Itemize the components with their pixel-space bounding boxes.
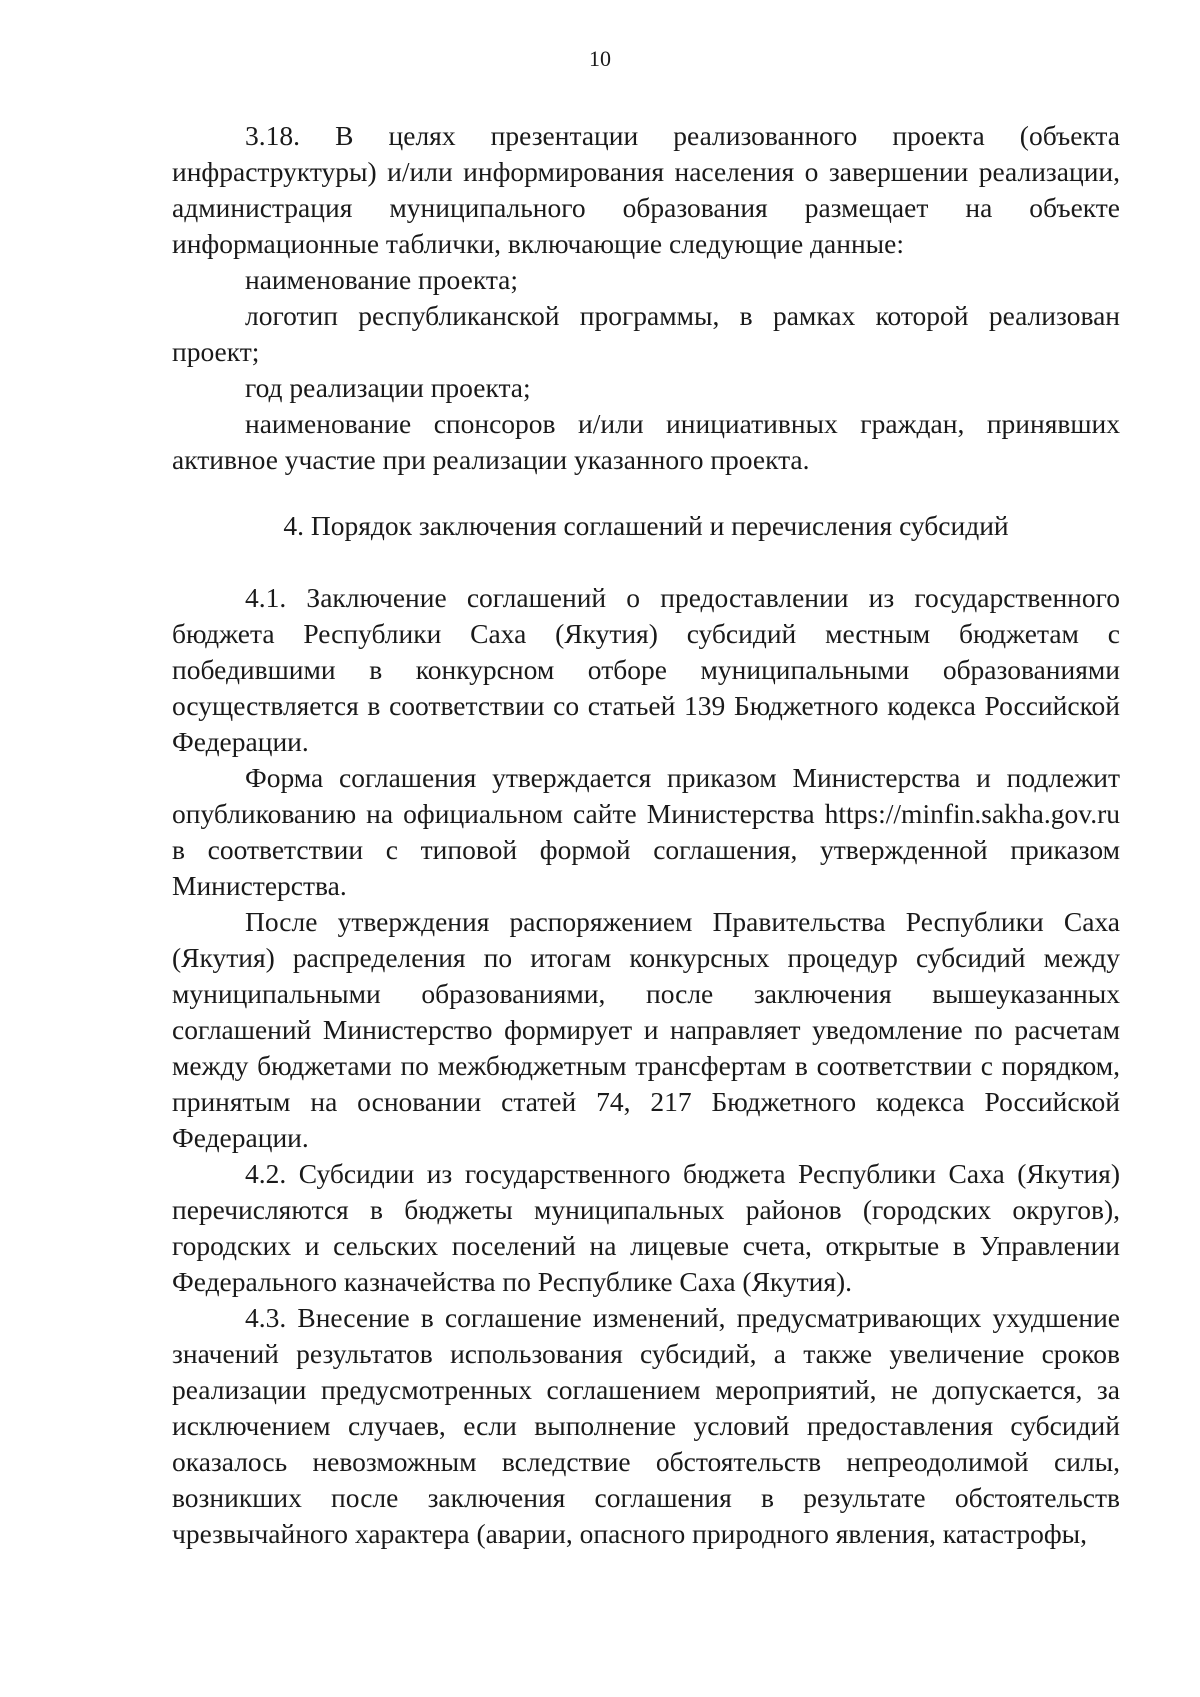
list-item-sponsors: наименование спонсоров и/или инициативных граждан, принявших активное участие при реализации указанного проекта. <box>172 408 1120 475</box>
list-item-project-year: год реализации проекта; <box>245 372 531 403</box>
section-heading-4: 4. Порядок заключения соглашений и перечисления субсидий <box>283 510 1009 541</box>
document-body <box>172 118 1120 1552</box>
list-item-project-name: наименование проекта; <box>245 264 519 295</box>
paragraph-4-1: 4.1. Заключение соглашений о предоставлении из государственного бюджета Республики Саха (Якутия) субсидий местным бюджетам с победившими в конкурсном отборе муниципальными образованиями осуществляется в соответствии со статьей 139 Бюджетного кодекса Российской Федерации. <box>172 582 1120 757</box>
paragraph-4-2: 4.2. Субсидии из государственного бюджета Республики Саха (Якутия) перечисляются в бюджеты муниципальных районов (городских округов), городских и сельских поселений на лицевые счета, открытые в Управлении Федерального казначейства по Республике Саха (Якутия). <box>172 1158 1120 1297</box>
paragraph-agreement-form: Форма соглашения утверждается приказом Министерства и подлежит опубликованию на официальном сайте Министерства https://minfin.sakha.gov.ru в соответствии с типовой формой соглашения, утвержденной приказом Министерства. <box>172 762 1120 901</box>
paragraph-4-3: 4.3. Внесение в соглашение изменений, предусматривающих ухудшение значений результатов использования субсидий, а также увеличение сроков реализации предусмотренных соглашением мероприятий, не допускается, за исключением случаев, если выполнение условий предоставления субсидий оказалось невозможным вследствие обстоятельств непреодолимой силы, возникших после заключения соглашения в результате обстоятельств чрезвычайного характера (аварии, опасного природного явления, катастрофы, <box>172 1302 1120 1549</box>
paragraph-after-approval: После утверждения распоряжением Правительства Республики Саха (Якутия) распределения по итогам конкурсных процедур субсидий между муниципальными образованиями, после заключения вышеуказанных соглашений Министерство формирует и направляет уведомление по расчетам между бюджетами по межбюджетным трансфертам в соответствии с порядком, принятым на основании статей 74, 217 Бюджетного кодекса Российской Федерации. <box>172 906 1120 1153</box>
list-item-program-logo: логотип республиканской программы, в рамках которой реализован проект; <box>172 300 1120 367</box>
page-number: 10 <box>589 46 611 71</box>
paragraph-3-18: 3.18. В целях презентации реализованного проекта (объекта инфраструктуры) и/или информирования населения о завершении реализации, администрация муниципального образования размещает на объекте информационные таблички, включающие следующие данные: <box>172 120 1120 259</box>
